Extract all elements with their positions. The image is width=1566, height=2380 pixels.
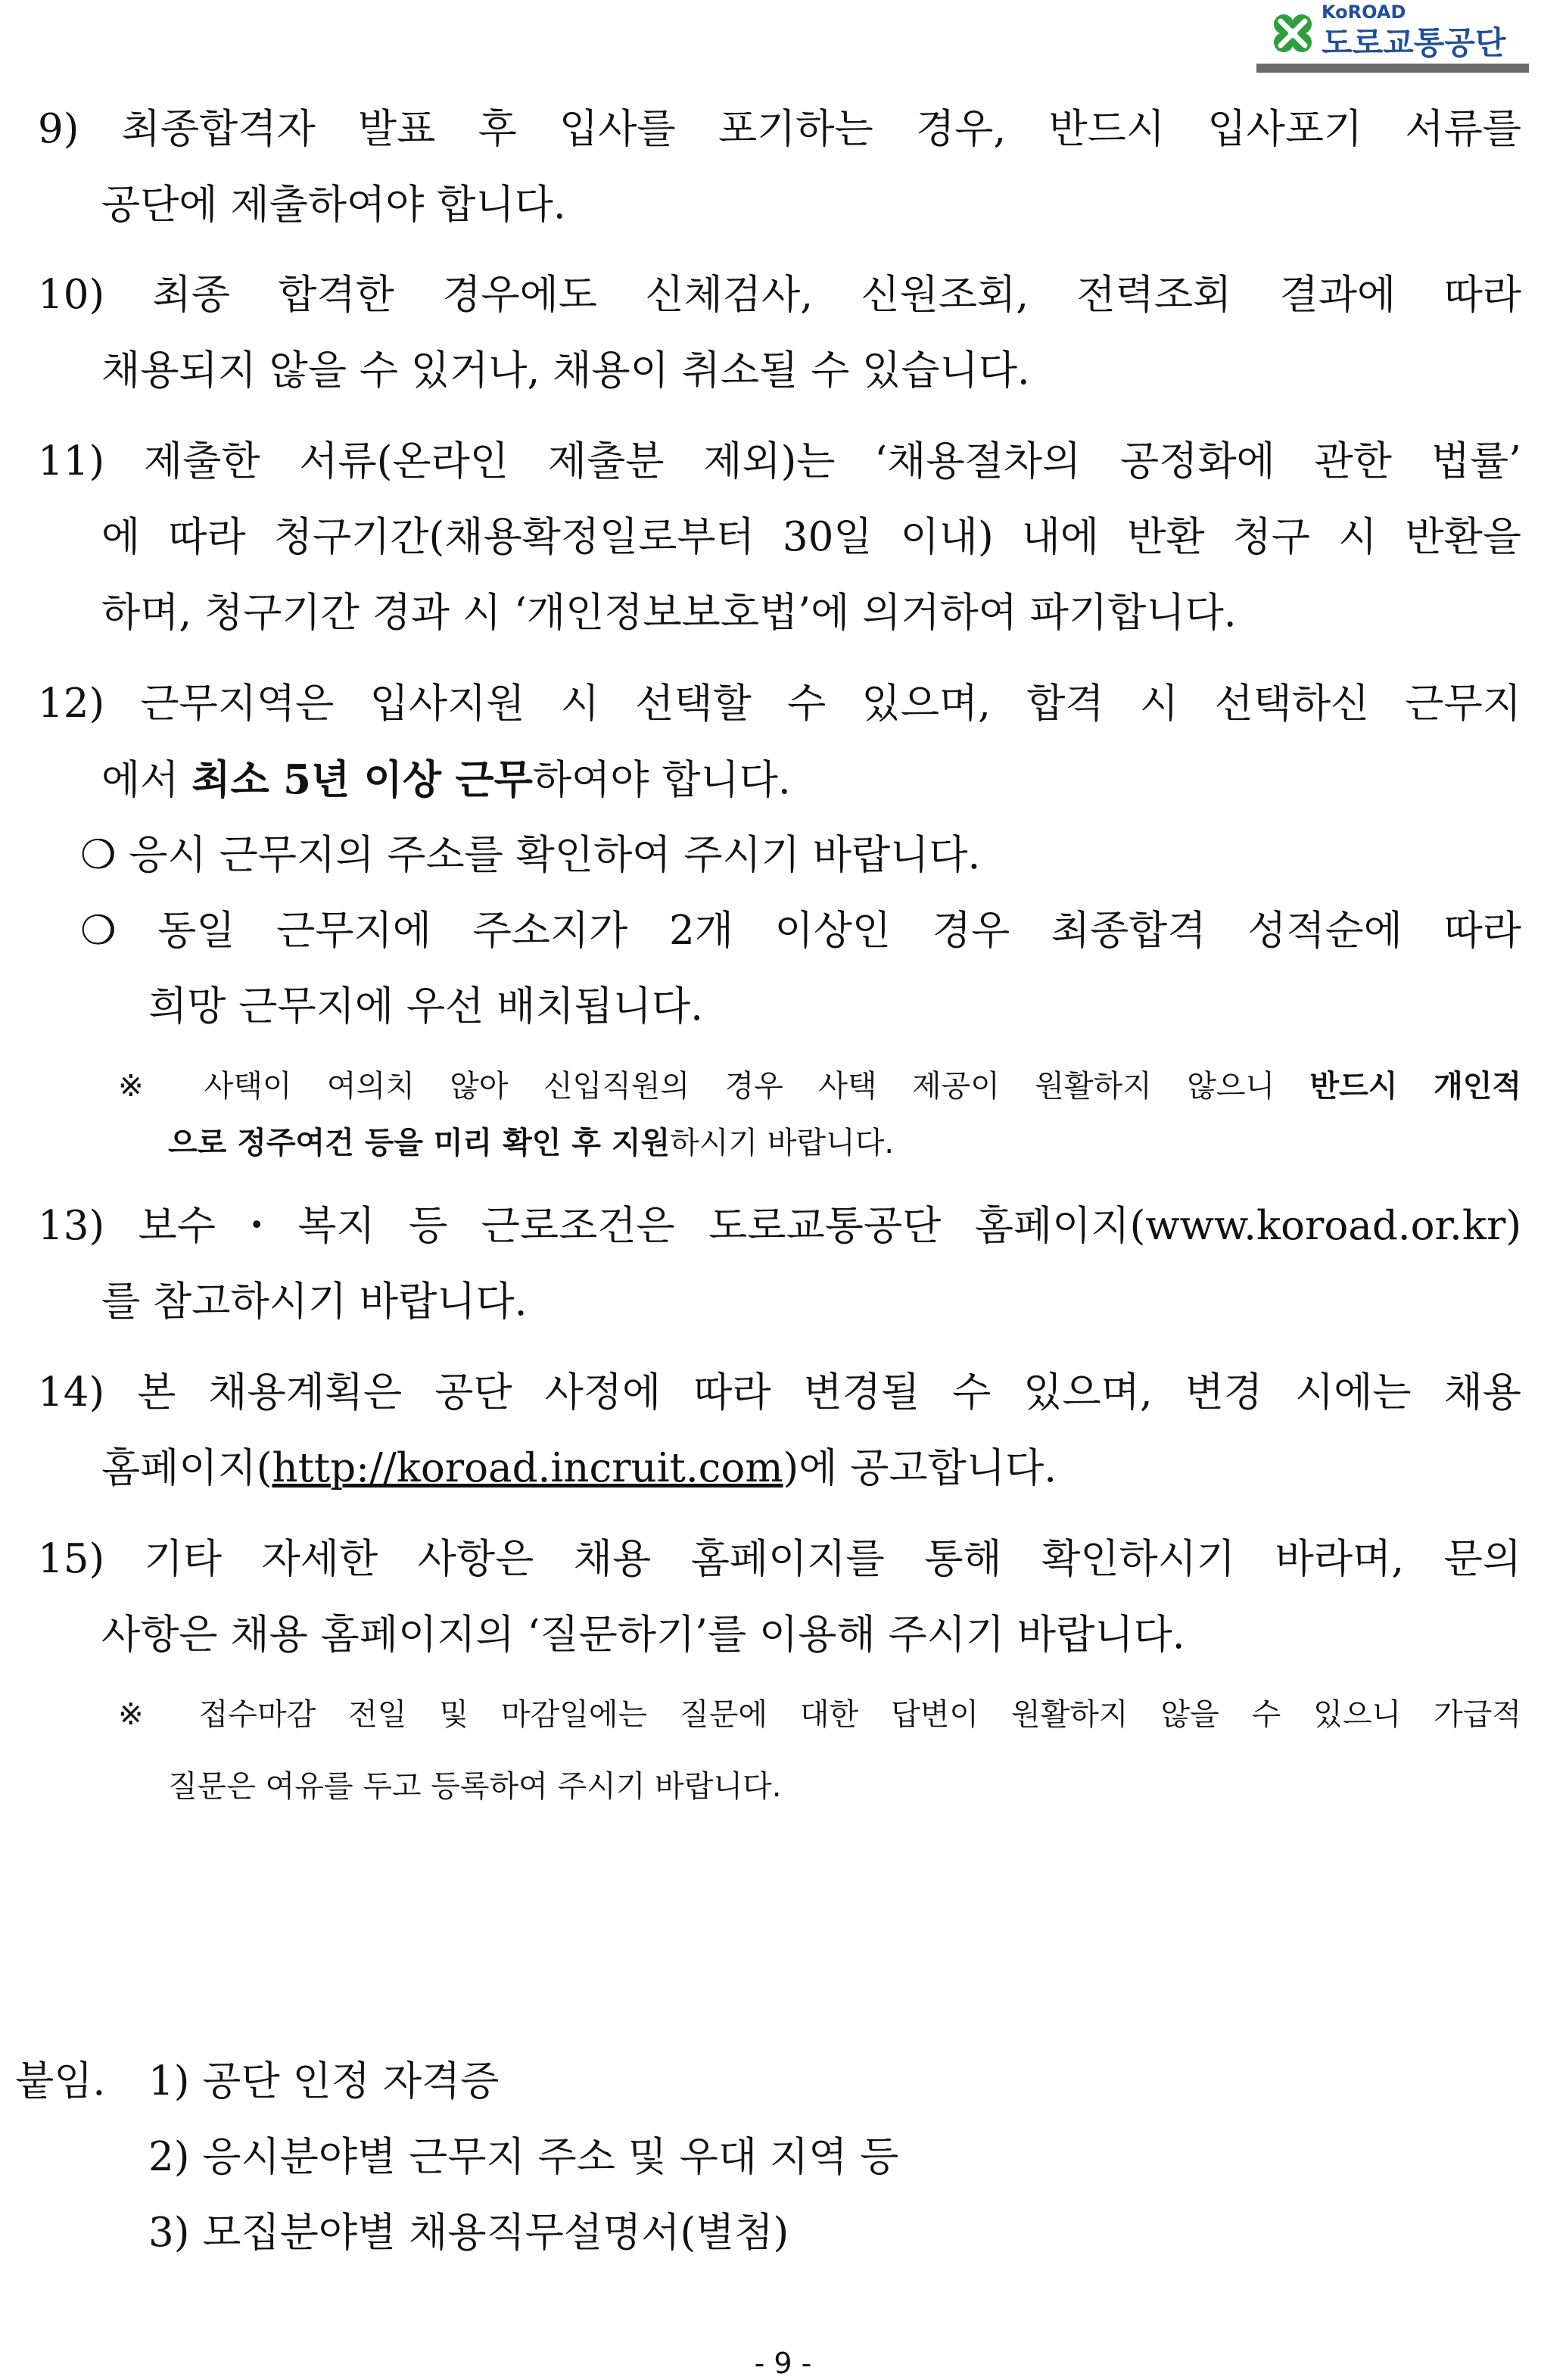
item-15-note-line-1: ※ 접수마감 전일 및 마감일에는 질문에 대한 답변이 원활하지 않을 수 있으니 가급적 [118,1697,1521,1732]
item-12-note-line-1 [118,1064,1521,1109]
item-15-note-line-2: 질문은 여유를 두고 등록하여 주시기 바랍니다. [168,1769,782,1804]
item-12-note-line-2 [168,1120,894,1166]
item-12-line-1: 12) 근무지역은 입사지원 시 선택할 수 있으며, 합격 시 선택하신 근무지 [38,681,1521,727]
koroad-logo [1256,0,1529,76]
item-14-text-a: 홈페이지( [101,1445,272,1491]
item-14-line-2 [101,1442,1057,1495]
recruit-homepage-link[interactable]: http://koroad.incruit.com [272,1445,783,1491]
item-14-line-1: 14) 본 채용계획은 공단 사정에 따라 변경될 수 있으며, 변경 시에는 채용 [38,1369,1521,1416]
item-13-line-2: 를 참고하시기 바랍니다. [101,1279,528,1325]
item-10-line-2: 채용되지 않을 수 있거나, 채용이 취소될 수 있습니다. [101,347,1030,394]
attachment-2: 2) 응시분야별 근무지 주소 및 우대 지역 등 [148,2134,899,2180]
note-emphasis-2: 으로 정주여건 등을 미리 확인 후 지원 [168,1126,671,1160]
item-11-line-2: 에 따라 청구기간(채용확정일로부터 30일 이내) 내에 반환 청구 시 반환을 [101,514,1521,560]
item-11-line-1: 11) 제출한 서류(온라인 제출분 제외)는 ‘채용절차의 공정화에 관한 법률’ [38,438,1521,484]
logo-korean: 도로교통공단 [1322,24,1506,61]
item-12-text-c: 하여야 합니다. [532,757,791,803]
item-12-bullet-1: ❍ 응시 근무지의 주소를 확인하여 주시기 바랍니다. [80,832,981,878]
header-bar [1256,64,1529,73]
item-9-line-1: 9) 최종합격자 발표 후 입사를 포기하는 경우, 반드시 입사포기 서류를 [38,106,1521,152]
attachment-3: 3) 모집분야별 채용직무설명서(별첨) [148,2210,789,2256]
item-11-line-3: 하며, 청구기간 경과 시 ‘개인정보보호법’에 의거하여 파기합니다. [101,590,1237,636]
attachments-label: 붙임. [15,2058,106,2104]
note-text-2: 하시기 바랍니다. [670,1126,895,1160]
note-emphasis: 반드시 개인적 [1309,1069,1522,1104]
item-10-line-1: 10) 최종 합격한 경우에도 신체검사, 신원조회, 전력조회 결과에 따라 [38,272,1521,318]
item-12-line-2 [101,753,791,807]
item-12-text-a: 에서 [101,757,192,803]
item-12-emphasis: 최소 5년 이상 근무 [191,756,533,803]
item-12-bullet-2-line-2: 희망 근무지에 우선 배치됩니다. [148,983,703,1030]
item-13-line-1: 13) 보수・복지 등 근로조건은 도로교통공단 홈페이지(www.koroad.or.kr) [38,1203,1521,1249]
page-number: - 9 - [754,2347,812,2380]
item-12-bullet-2-line-1: ❍ 동일 근무지에 주소지가 2개 이상인 경우 최종합격 성적순에 따라 [80,908,1521,954]
logo-english: KoROAD [1322,2,1406,23]
attachment-1: 1) 공단 인정 자격증 [148,2058,500,2104]
note-text: ※ 사택이 여의치 않아 신입직원의 경우 사택 제공이 원활하지 않으니 [118,1069,1310,1104]
item-15-line-2: 사항은 채용 홈페이지의 ‘질문하기’를 이용해 주시기 바랍니다. [101,1612,1185,1658]
item-15-line-1: 15) 기타 자세한 사항은 채용 홈페이지를 통해 확인하시기 바라며, 문의 [38,1536,1521,1582]
clover-cross-icon [1270,11,1315,56]
item-9-line-2: 공단에 제출하여야 합니다. [101,182,566,228]
item-14-text-b: )에 공고합니다. [783,1445,1057,1491]
